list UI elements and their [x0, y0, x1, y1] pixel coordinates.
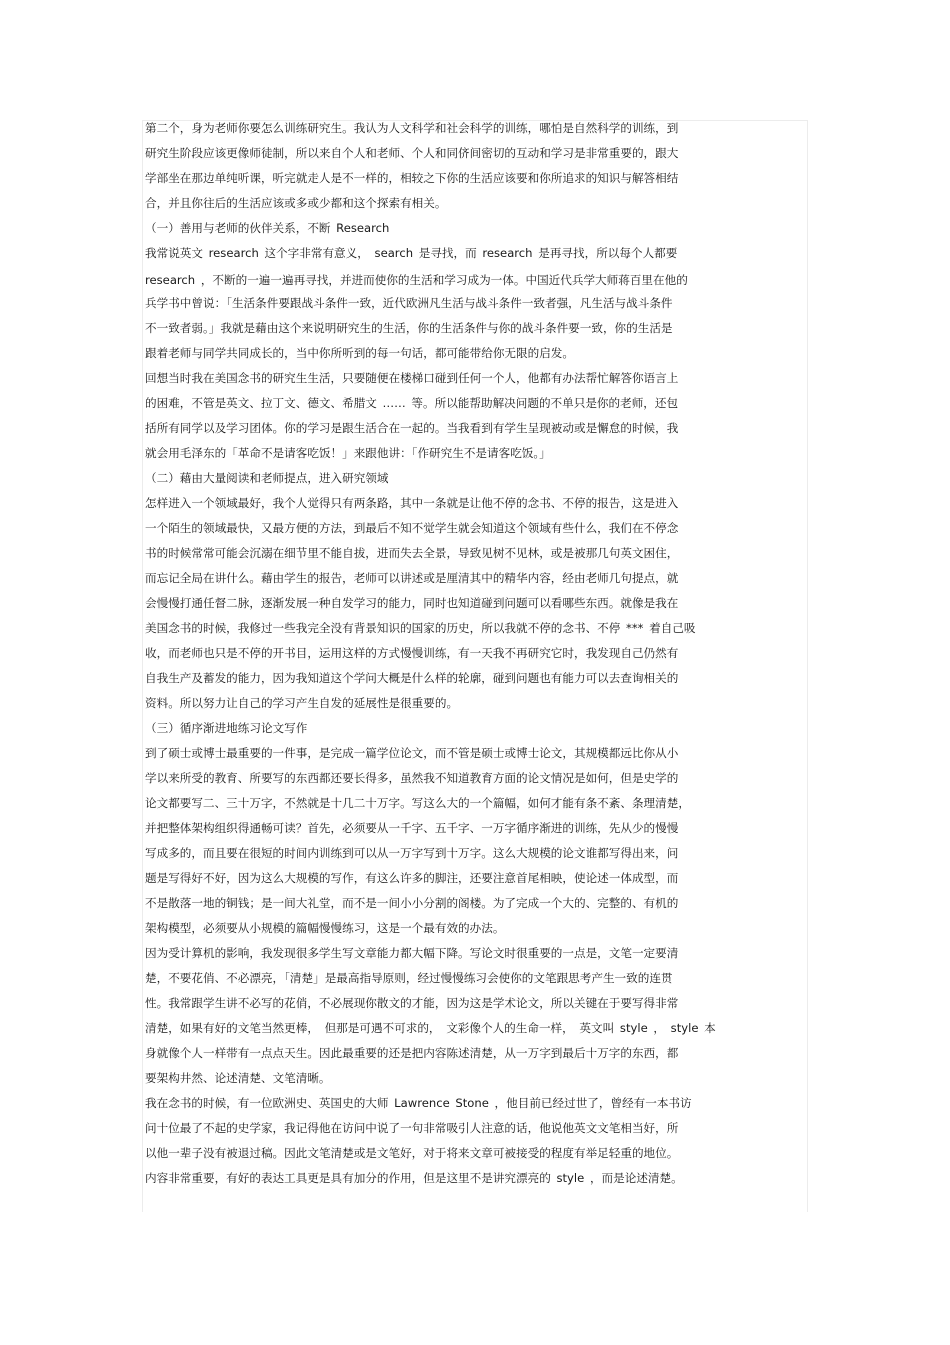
paragraph-line: 因为受计算机的影响，我发现很多学生写文章能力都大幅下降。写论文时很重要的一点是，文笔一定要清 [145, 946, 679, 960]
paragraph-line: 身就像个人一样带有一点点天生。因此最重要的还是把内容陈述清楚，从一万字到最后十万字的东西，都 [145, 1046, 679, 1060]
paragraph-line: 我常说英文 research 这个字非常有意义， search 是寻找，而 research 是再寻找，所以每个人都要 [145, 246, 678, 260]
paragraph-line: 跟着老师与同学共同成长的，当中你所听到的每一句话，都可能带给你无限的启发。 [145, 346, 574, 360]
paragraph-line: 而忘记全局在讲什么。藉由学生的报告，老师可以讲述或是厘清其中的精华内容，经由老师几句提点，就 [145, 571, 679, 585]
paragraph-line: 会慢慢打通任督二脉，逐渐发展一种自发学习的能力，同时也知道碰到问题可以看哪些东西。就像是我在 [145, 596, 679, 610]
paragraph-line: 不是散落一地的铜钱；是一间大礼堂，而不是一间小小分割的阁楼。为了完成一个大的、完整的、有机的 [145, 896, 679, 910]
paragraph-line: 到了硕士或博士最重要的一件事，是完成一篇学位论文，而不管是硕士或博士论文，其规模都远比你从小 [145, 746, 679, 760]
paragraph-line: 楚，不要花俏、不必漂亮，「清楚」是最高指导原则，经过慢慢练习会使你的文笔跟思考产生一致的连贯 [145, 971, 673, 985]
paragraph-line: 怎样进入一个领域最好，我个人觉得只有两条路，其中一条就是让他不停的念书、不停的报告，这是进入 [145, 496, 679, 510]
paragraph-intro-line: 研究生阶段应该更像师徒制，所以来自个人和老师、个人和同侪间密切的互动和学习是非常重要的，跟大 [145, 146, 679, 160]
paragraph-line: 论文都要写二、三十万字，不然就是十几二十万字。写这么大的一个篇幅，如何才能有条不紊、条理清楚， [145, 796, 690, 810]
paragraph-line: 以他一辈子没有被退过稿。因此文笔清楚或是文笔好，对于将来文章可被接受的程度有举足轻重的地位。 [145, 1146, 679, 1160]
paragraph-line: research ，不断的一遍一遍再寻找，并进而使你的生活和学习成为一体。中国近代兵学大师蒋百里在他的 [145, 273, 688, 287]
page-frame-right-border [807, 120, 808, 1212]
paragraph-line: 括所有同学以及学习团体。你的学习是跟生活合在一起的。当我看到有学生呈现被动或是懈怠的时候，我 [145, 421, 679, 435]
paragraph-line: 内容非常重要，有好的表达工具更是具有加分的作用，但是这里不是讲究漂亮的 style ，而是论述清楚。 [145, 1171, 683, 1185]
paragraph-line: 资料。所以努力让自己的学习产生自发的延展性是很重要的。 [145, 696, 459, 710]
paragraph-intro-line: 学部坐在那边单纯听课，听完就走人是不一样的，相较之下你的生活应该要和你所追求的知识与解答相结 [145, 171, 679, 185]
section-heading-3: （三）循序渐进地练习论文写作 [145, 721, 308, 735]
paragraph-intro-line: 合，并且你往后的生活应该或多或少都和这个探索有相关。 [145, 196, 447, 210]
paragraph-line: 书的时候常常可能会沉溺在细节里不能自拔，进而失去全景，导致见树不见林，或是被那几句英文困住， [145, 546, 679, 560]
paragraph-line: 自我生产及蓄发的能力，因为我知道这个学问大概是什么样的轮廓，碰到问题也有能力可以去查询相关的 [145, 671, 679, 685]
paragraph-line: 美国念书的时候，我修过一些我完全没有背景知识的国家的历史，所以我就不停的念书、不停 *** 着自己吸 [145, 621, 696, 635]
paragraph-line: 性。我常跟学生讲不必写的花俏，不必展现你散文的才能，因为这是学术论文，所以关键在于要写得非常 [145, 996, 679, 1010]
paragraph-line: 问十位最了不起的史学家，我记得他在访问中说了一句非常吸引人注意的话，他说他英文文笔相当好，所 [145, 1121, 679, 1135]
paragraph-intro-line: 第二个，身为老师你要怎么训练研究生。我认为人文科学和社会科学的训练，哪怕是自然科学的训练，到 [145, 121, 679, 135]
paragraph-line: 不一致者弱。」我就是藉由这个来说明研究生的生活，你的生活条件与你的战斗条件要一致，你的生活是 [145, 321, 673, 335]
paragraph-line: 要架构井然、论述清楚、文笔清晰。 [145, 1071, 331, 1085]
paragraph-line: 题是写得好不好，因为这么大规模的写作，有这么许多的脚注，还要注意首尾相映，使论述一体成型，而 [145, 871, 679, 885]
paragraph-line: 收，而老师也只是不停的开书目，运用这样的方式慢慢训练，有一天我不再研究它时，我发现自己仍然有 [145, 646, 679, 660]
paragraph-line: 回想当时我在美国念书的研究生生活，只要随便在楼梯口碰到任何一个人，他都有办法帮忙解答你语言上 [145, 371, 679, 385]
paragraph-line: 架构模型，必须要从小规模的篇幅慢慢练习，这是一个最有效的办法。 [145, 921, 505, 935]
paragraph-line: 我在念书的时候，有一位欧洲史、英国史的大师 Lawrence Stone ，他目前已经过世了，曾经有一本书访 [145, 1096, 692, 1110]
paragraph-line: 兵学书中曾说：「生活条件要跟战斗条件一致，近代欧洲凡生活与战斗条件一致者强，凡生活与战斗条件 [145, 296, 673, 310]
paragraph-line: 清楚，如果有好的文笔当然更棒， 但那是可遇不可求的， 文彩像个人的生命一样， 英文叫 style ， style 本 [145, 1021, 716, 1035]
paragraph-line: 并把整体架构组织得通畅可读？首先，必须要从一千字、五千字、一万字循序渐进的训练，先从少的慢慢 [145, 821, 679, 835]
paragraph-line: 一个陌生的领域最快，又最方便的方法，到最后不知不觉学生就会知道这个领域有些什么，我们在不停念 [145, 521, 679, 535]
paragraph-line: 写成多的，而且要在很短的时间内训练到可以从一万字写到十万字。这么大规模的论文谁都写得出来，问 [145, 846, 679, 860]
section-heading-2: （二）藉由大量阅读和老师提点，进入研究领域 [145, 471, 389, 485]
paragraph-line: 的困难，不管是英文、拉丁文、德文、希腊文 …… 等。所以能帮助解决问题的不单只是你的老师，还包 [145, 396, 679, 410]
page-frame-left-border [142, 120, 143, 1212]
paragraph-line: 就会用毛泽东的「革命不是请客吃饭！」来跟他讲：「作研究生不是请客吃饭。」 [145, 446, 551, 460]
section-heading-1: （一）善用与老师的伙伴关系，不断 Research [145, 221, 390, 235]
paragraph-line: 学以来所受的教育、所要写的东西都还要长得多，虽然我不知道教育方面的论文情况是如何，但是史学的 [145, 771, 679, 785]
